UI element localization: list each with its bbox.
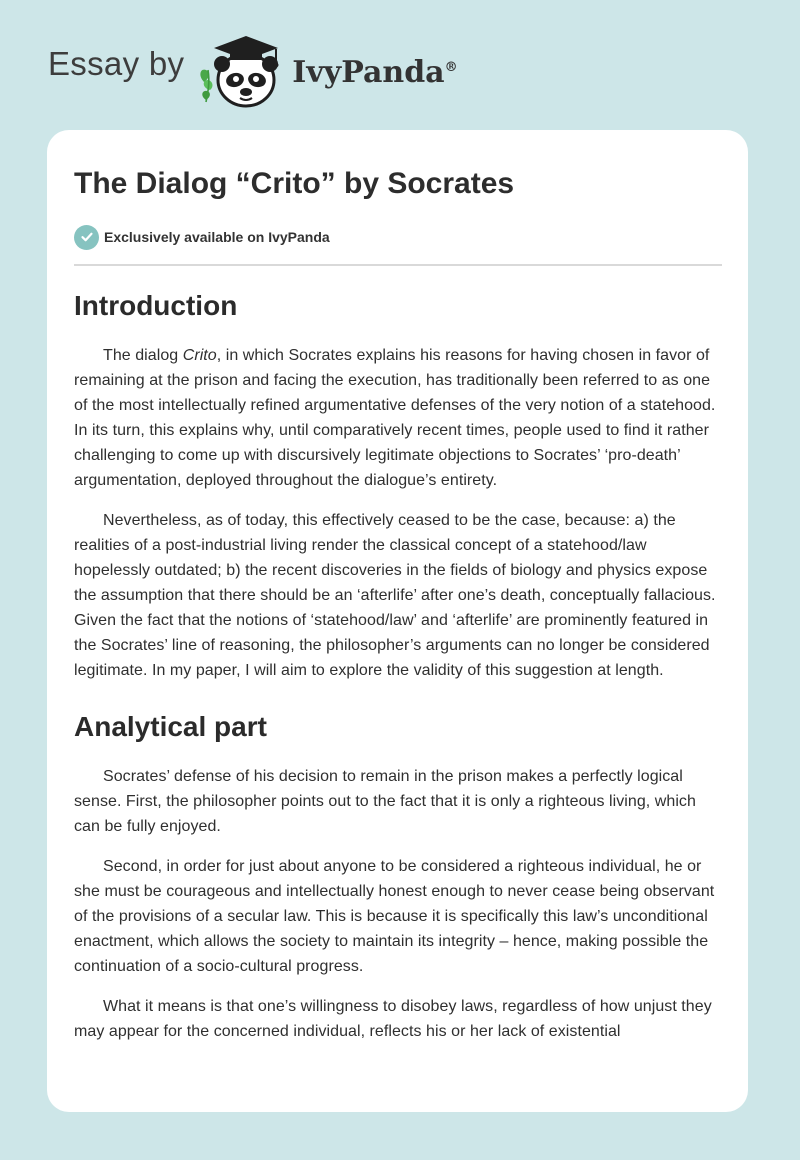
- panda-graduation-cap-icon: [196, 30, 288, 110]
- section-heading-analytical-part: Analytical part: [74, 711, 267, 742]
- paragraph: What it means is that one’s willingness to disobey laws, regardless of how unjust they may appear for the concerned individual, reflects his or her lack of existential: [74, 998, 712, 1040]
- brand-name-text: IvyPanda: [292, 54, 445, 90]
- paragraph: Socrates’ defense of his decision to remain in the prison makes a perfectly logical sense. First, the philosopher points out to the fact that it is only a righteous living, which can be fully enjoyed.: [74, 768, 696, 835]
- brand-header[interactable]: [48, 30, 458, 110]
- paragraph: Second, in order for just about anyone to be considered a righteous individual, he or she must be courageous and intellectually honest enough to never cease being observant of the provisions of a secular law. This is because it is specifically this law’s unconditional enactment, which allows the society to maintain its integrity – hence, making possible the continuation of a socio-cultural progress.: [74, 858, 715, 975]
- badge-label: Exclusively available on IvyPanda: [104, 229, 330, 245]
- divider: [74, 264, 722, 266]
- article-card: [47, 130, 748, 1112]
- exclusive-badge: [74, 224, 722, 250]
- essay-by-label: Essay by: [48, 45, 185, 82]
- registered-mark: ®: [444, 59, 458, 75]
- checkmark-icon: [74, 225, 99, 250]
- paragraph-text: The dialog: [103, 347, 183, 364]
- section-heading-introduction: Introduction: [74, 290, 238, 321]
- brand-name: [292, 55, 457, 90]
- emphasized-title: Crito: [182, 347, 217, 364]
- page-title: The Dialog “Crito” by Socrates: [74, 167, 515, 200]
- paragraph: Nevertheless, as of today, this effectively ceased to be the case, because: a) the realities of a post-industrial living render the classical concept of a statehood/law hopelessly outdated; b) the recent discoveries in the fields of biology and physics expose the assumption that there should be an ‘afterlife’ after one’s death, conceptually fallacious. Given the fact that the notions of ‘statehood/law’ and ‘afterlife’ are prominently featured in the Socrates’ line of reasoning, the philosopher’s arguments can no longer be considered legitimate. In my paper, I will aim to explore the validity of this suggestion at length.: [74, 512, 716, 679]
- paragraph: [74, 343, 722, 493]
- paragraph-text: , in which Socrates explains his reasons for having chosen in favor of remaining at the prison and facing the execution, has traditionally been referred to as one of the most intellectually refined argumentative defenses of the very notion of a statehood. In its turn, this explains why, until comparatively recent times, people used to find it rather challenging to come up with discursively legitimate objections to Socrates’ ‘pro-death’ argumentation, deployed throughout the dialogue’s entirety.: [74, 347, 716, 489]
